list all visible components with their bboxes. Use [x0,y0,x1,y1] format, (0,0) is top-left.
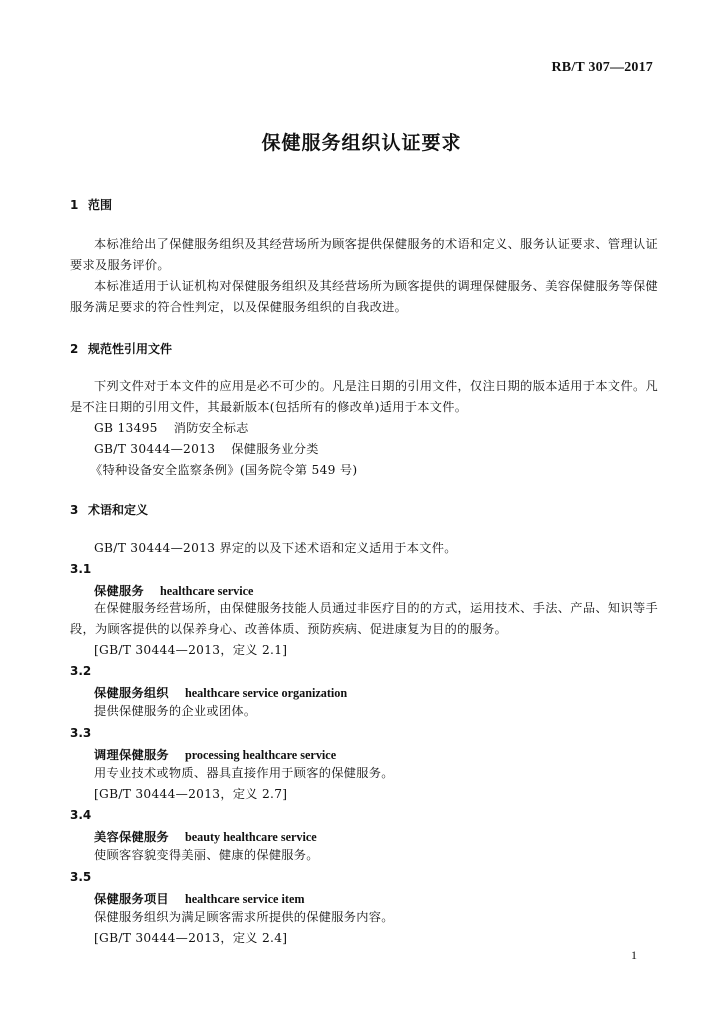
term-title [94,890,305,907]
document-title: 保健服务组织认证要求 [261,132,462,154]
section-heading-normative-references [70,340,172,357]
reference-item [94,418,249,439]
term-number: 3.4 [70,808,92,822]
term-definition: 在保健服务经营场所，由保健服务技能人员通过非医疗目的的方式，运用技术、手法、产品、知识等手段，为顾客提供的以保养身心、改善体质、预防疾病、促进康复为目的的服务。 [70,601,658,636]
page-number: 1 [631,948,637,962]
term-english: processing healthcare service [184,748,337,762]
term-number: 3.2 [70,664,92,678]
scope-paragraph-2: 本标准适用于认证机构对保健服务组织及其经营场所为顾客提供的调理保健服务、美容保健服务等保健服务满足要求的符合性判定，以及保健服务组织的自我改进。 [70,279,658,314]
term-chinese: 调理保健服务 [94,748,169,762]
term-title [94,582,253,599]
term-definition: 保健服务组织为满足顾客需求所提供的保健服务内容。 [94,910,394,924]
scope-paragraph-1: 本标准给出了保健服务组织及其经营场所为顾客提供保健服务的术语和定义、服务认证要求、管理认证要求及服务评价。 [70,237,658,272]
reference-code: GB/T 30444—2013 [94,442,216,456]
section-title: 规范性引用文件 [88,342,173,356]
term-chinese: 保健服务项目 [94,892,169,906]
term-english: beauty healthcare service [184,830,317,844]
term-definition: 提供保健服务的企业或团体。 [94,704,257,718]
section-number: 2 [70,342,79,356]
reference-title: 《特种设备安全监察条例》(国务院令第 549 号) [90,463,358,477]
section-number: 1 [70,198,79,212]
section-number: 3 [70,503,79,517]
standard-code: RB/T 307—2017 [551,60,653,75]
term-title [94,684,347,701]
term-source: [GB/T 30444—2013，定义 2.7] [94,787,288,801]
section-title: 术语和定义 [88,503,149,517]
term-english: healthcare service organization [184,686,348,700]
section-heading-terms [70,501,148,518]
term-chinese: 美容保健服务 [94,830,169,844]
term-chinese: 保健服务组织 [94,686,169,700]
term-title [94,746,336,763]
reference-code: GB 13495 [94,421,158,435]
reference-title: 消防安全标志 [173,421,249,435]
term-number: 3.3 [70,726,92,740]
term-title [94,828,317,845]
term-number: 3.1 [70,562,92,576]
term-definition: 用专业技术或物质、器具直接作用于顾客的保健服务。 [94,766,394,780]
term-source: [GB/T 30444—2013，定义 2.1] [94,643,288,657]
section-heading-scope [70,196,112,213]
terms-intro: GB/T 30444—2013 界定的以及下述术语和定义适用于本文件。 [94,541,457,555]
term-definition: 使顾客容貌变得美丽、健康的保健服务。 [94,848,319,862]
term-english: healthcare service [159,584,254,598]
term-chinese: 保健服务 [94,584,144,598]
section-title: 范围 [88,198,113,212]
term-english: healthcare service item [184,892,305,906]
reference-item [90,460,357,481]
term-number: 3.5 [70,870,92,884]
references-paragraph: 下列文件对于本文件的应用是必不可少的。凡是注日期的引用文件，仅注日期的版本适用于本文件。凡是不注日期的引用文件，其最新版本(包括所有的修改单)适用于本文件。 [70,379,658,414]
reference-title: 保健服务业分类 [231,442,319,456]
reference-item [94,439,319,460]
term-source: [GB/T 30444—2013，定义 2.4] [94,931,288,945]
